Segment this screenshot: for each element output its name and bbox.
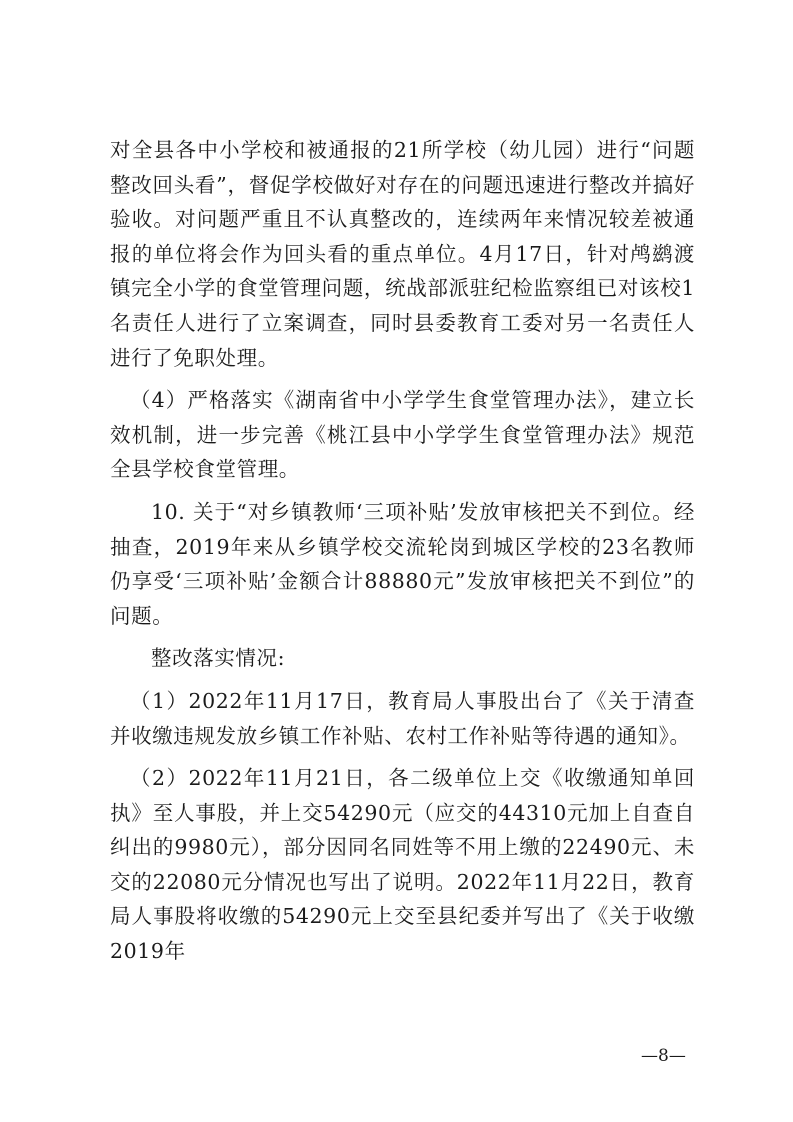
paragraph-rectification-review: 对全县各中小学校和被通报的21所学校（幼儿园）进行“问题整改回头看”，督促学校做好对存在的问题迅速进行整改并搞好验收。对问题严重且不认真整改的，连续两年来情况较差被通报的单位将会作为回头看的重点单位。4月17日，针对鸬鹚渡镇完全小学的食堂管理问题，统战部派驻纪检监察组已对该校1名责任人进行了立案调查，同时县委教育工委对另一名责任人进行了免职处理。	[110, 138, 695, 370]
page-number: —8—	[641, 1046, 686, 1066]
paragraph-canteen-management: （4）严格落实《湖南省中小学学生食堂管理办法》，建立长效机制，进一步完善《桃江县中小学学生食堂管理办法》规范全县学校食堂管理。	[110, 388, 695, 482]
paragraph-measure-2: （2）2022年11月21日，各二级单位上交《收缴通知单回执》至人事股，并上交54290元（应交的44310元加上自查自纠出的9980元），部分因同名同姓等不用上缴的22490元、未交的22080元分情况也写出了说明。2022年11月22日，教育局人事股将收缴的54290元上交至县纪委并写出了《关于收缴2019年	[110, 766, 695, 964]
paragraph-measure-1: （1）2022年11月17日，教育局人事股出台了《关于清查并收缴违规发放乡镇工作补贴、农村工作补贴等待遇的通知》。	[110, 688, 695, 748]
paragraph-rectification-heading: 整改落实情况:	[151, 646, 286, 671]
document-body	[110, 133, 695, 977]
paragraph-issue-10-subsidy: 10. 关于“对乡镇教师‘三项补贴’发放审核把关不到位。经抽查，2019年来从乡镇学校交流轮岗到城区学校的23名教师仍享受‘三项补贴’金额合计88880元”发放审核把关不到位”的问题。	[110, 499, 695, 628]
